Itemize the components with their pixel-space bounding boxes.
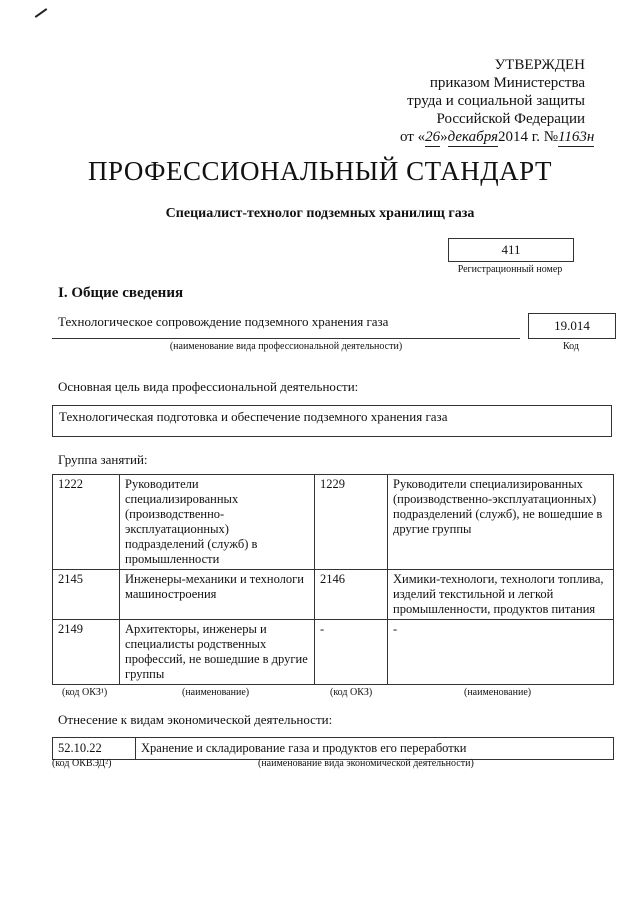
date-year: 2014 г. №	[498, 129, 559, 145]
date-day: 26	[425, 129, 441, 145]
okz-code-cell: 2149	[53, 620, 120, 685]
registration-number-box: 411	[448, 238, 574, 262]
registration-caption: Регистрационный номер	[457, 264, 563, 275]
economic-activity-label: Отнесение к видам экономической деятельности:	[58, 712, 333, 727]
occupation-group-label: Группа занятий:	[58, 452, 148, 467]
order-number: 1163н	[558, 129, 595, 145]
okz-code-cell: 2145	[53, 570, 120, 620]
okz-code-cell: 1229	[315, 475, 388, 570]
approval-line-4: Российской Федерации	[436, 111, 585, 127]
table-row	[53, 570, 614, 620]
table-row	[53, 620, 614, 685]
activity-code-box: 19.014	[528, 313, 616, 339]
occupation-name-cell: Инженеры-механики и технологи машиностроения	[120, 570, 315, 620]
economic-activity-name-cell: Хранение и складирование газа и продуктов его переработки	[136, 738, 614, 760]
okz-code-cell: 1222	[53, 475, 120, 570]
caption-okz-code: (код ОКЗ¹)	[62, 687, 108, 698]
goal-box: Технологическая подготовка и обеспечение подземного хранения газа	[52, 405, 612, 437]
activity-kind: Технологическое сопровождение подземного хранения газа	[58, 314, 389, 329]
occupation-name-cell: Химики-технологи, технологи топлива, изделий текстильной и легкой промышленности, продуктов питания	[388, 570, 614, 620]
approval-block	[400, 56, 595, 147]
activity-caption: (наименование вида профессиональной деятельности)	[169, 341, 403, 352]
okved-code-cell: 52.10.22	[53, 738, 136, 760]
table-row	[53, 475, 614, 570]
caption-okved-code: (код ОКВЭД²)	[52, 758, 112, 769]
economic-activity-table	[52, 737, 614, 760]
approval-line-1: УТВЕРЖДЕН	[494, 57, 585, 73]
document-subtitle: Специалист-технолог подземных хранилищ газа	[165, 206, 475, 221]
okz-code-cell: 2146	[315, 570, 388, 620]
activity-code-caption: Код	[563, 341, 579, 352]
section-heading: I. Общие сведения	[58, 285, 184, 301]
occupation-name-cell: -	[388, 620, 614, 685]
occupation-name-cell: Руководители специализированных (производственно-эксплуатационных) подразделений (служб) в промышленности	[120, 475, 315, 570]
occupation-name-cell: Архитекторы, инженеры и специалисты родственных профессий, не вошедшие в другие группы	[120, 620, 315, 685]
okz-code-cell: -	[315, 620, 388, 685]
handwritten-mark	[35, 8, 48, 18]
caption-economic-activity-name: (наименование вида экономической деятельности)	[258, 758, 474, 769]
caption-occupation-name: (наименование)	[182, 687, 250, 698]
activity-underline	[52, 338, 520, 339]
approval-date-line	[400, 128, 595, 147]
approval-line-2: приказом Министерства	[429, 75, 585, 91]
caption-okz-code-2: (код ОКЗ)	[330, 687, 373, 698]
goal-label: Основная цель вида профессиональной деятельности:	[58, 379, 359, 394]
approval-line-3: труда и социальной защиты	[407, 93, 585, 109]
occupation-name-cell: Руководители специализированных (производственно-эксплуатационных) подразделений (служб), не вошедшие в другие группы	[388, 475, 614, 570]
table-row	[53, 738, 614, 760]
caption-occupation-name-2: (наименование)	[464, 687, 532, 698]
document-title: ПРОФЕССИОНАЛЬНЫЙ СТАНДАРТ	[87, 156, 553, 186]
occupation-table	[52, 474, 614, 685]
date-mid: »	[440, 129, 448, 145]
date-month: декабря	[447, 129, 498, 145]
date-prefix: от «	[400, 129, 426, 145]
